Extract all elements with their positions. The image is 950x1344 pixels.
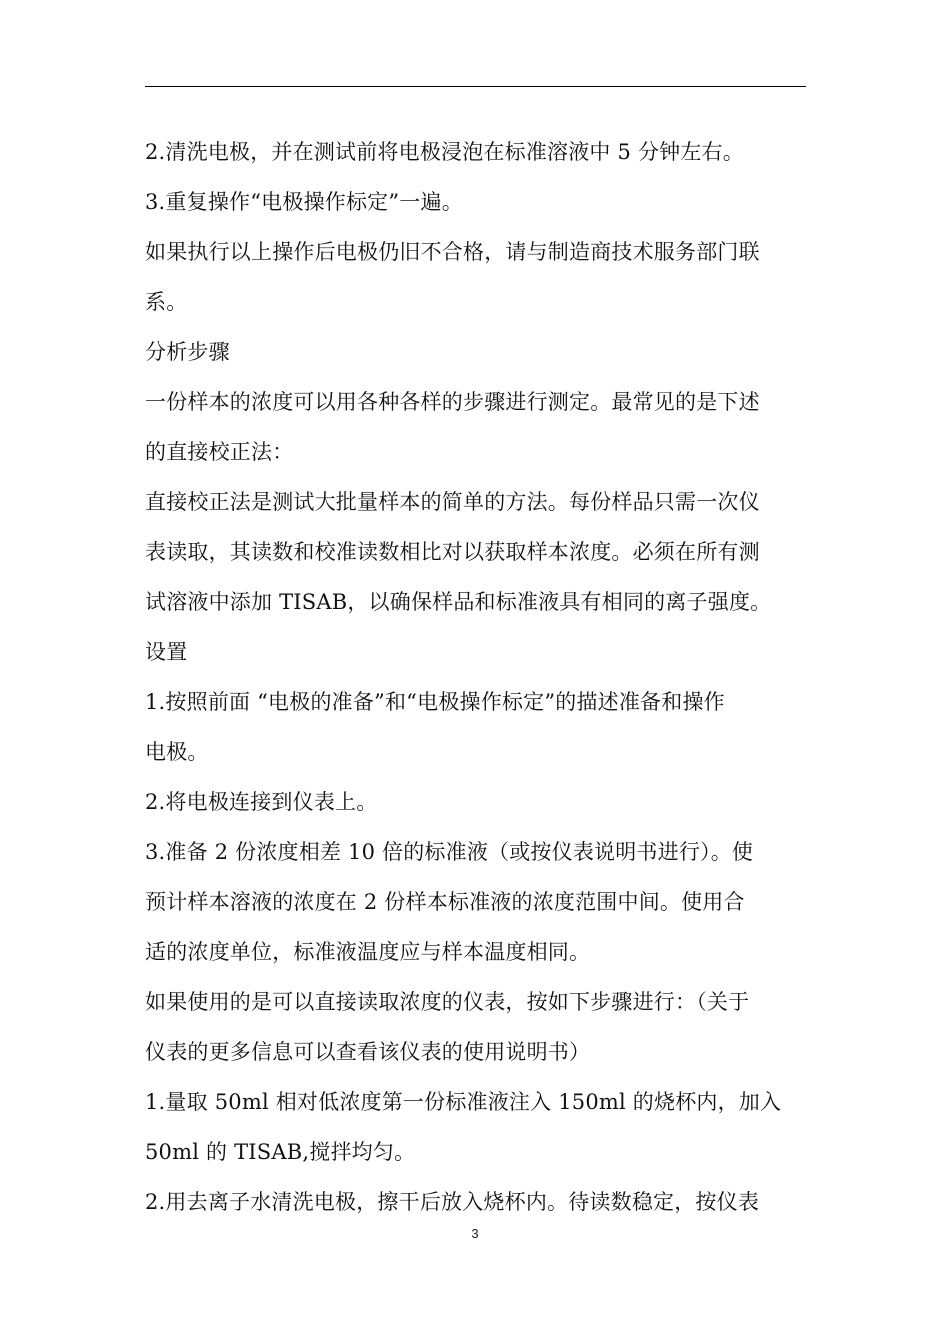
paragraph-line: 直接校正法是测试大批量样本的简单的方法。每份样品只需一次仪 [145, 490, 760, 514]
paragraph-line: 试溶液中添加 TISAB，以确保样品和标准液具有相同的离子强度。 [145, 590, 772, 614]
paragraph-line: 50ml 的 TISAB,搅拌均匀。 [145, 1140, 416, 1164]
paragraph-line: 系。 [145, 290, 188, 314]
paragraph-line: 2.将电极连接到仪表上。 [145, 790, 378, 814]
paragraph-line: 2.用去离子水清洗电极，擦干后放入烧杯内。待读数稳定，按仪表 [145, 1190, 760, 1214]
document-body [145, 127, 806, 1227]
paragraph-line: 如果执行以上操作后电极仍旧不合格，请与制造商技术服务部门联 [145, 240, 760, 264]
paragraph-line: 一份样本的浓度可以用各种各样的步骤进行测定。最常见的是下述 [145, 390, 760, 414]
paragraph-line: 表读取，其读数和校准读数相比对以获取样本浓度。必须在所有测 [145, 540, 760, 564]
paragraph-line: 2.清洗电极，并在测试前将电极浸泡在标准溶液中 5 分钟左右。 [145, 140, 744, 164]
paragraph-line: 的直接校正法： [145, 440, 294, 464]
paragraph-line: 仪表的更多信息可以查看该仪表的使用说明书） [145, 1040, 591, 1064]
paragraph-line: 3.重复操作“电极操作标定”一遍。 [145, 190, 463, 214]
paragraph-line: 3.准备 2 份浓度相差 10 倍的标准液（或按仪表说明书进行）。使 [145, 840, 754, 864]
paragraph-line: 适的浓度单位，标准液温度应与样本温度相同。 [145, 940, 591, 964]
paragraph-line: 如果使用的是可以直接读取浓度的仪表，按如下步骤进行：（关于 [145, 990, 750, 1014]
section-heading: 设置 [145, 640, 188, 664]
header-rule [145, 86, 806, 87]
paragraph-line: 电极。 [145, 740, 209, 764]
page-number: 3 [471, 1226, 479, 1241]
paragraph-line: 1.按照前面 “电极的准备”和“电极操作标定”的描述准备和操作 [145, 690, 725, 714]
paragraph-line: 1.量取 50ml 相对低浓度第一份标准液注入 150ml 的烧杯内，加入 [145, 1090, 782, 1114]
paragraph-line: 预计样本溶液的浓度在 2 份样本标准液的浓度范围中间。使用合 [145, 890, 745, 914]
section-heading: 分析步骤 [145, 340, 230, 364]
